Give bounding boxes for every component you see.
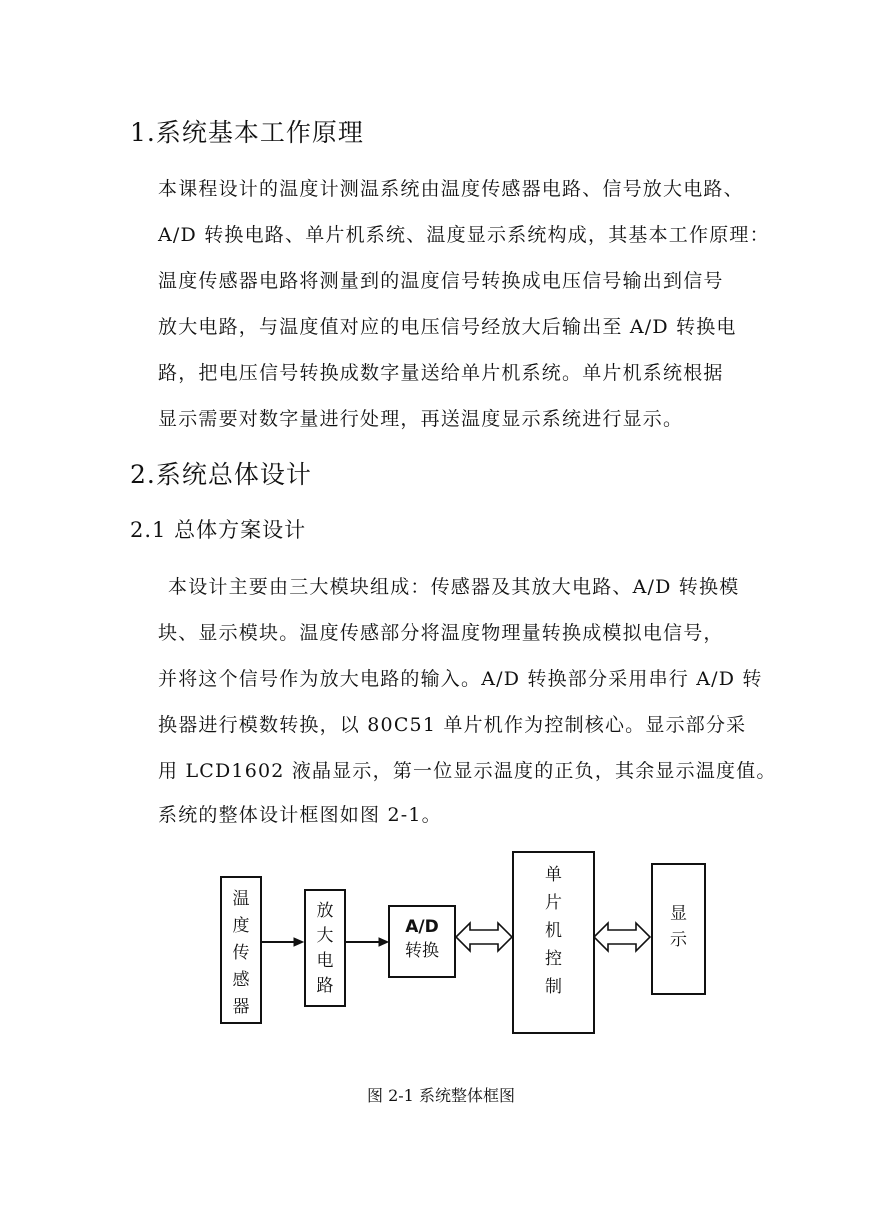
amplifier-label-char: 放: [316, 901, 334, 921]
display-label-char: 示: [670, 930, 687, 950]
double-arrow-mcu-display: [594, 923, 650, 951]
paragraph-line: 块、显示模块。温度传感部分将温度物理量转换成模拟电信号，: [158, 622, 724, 644]
sensor-label-char: 度: [232, 916, 250, 936]
amplifier-label-char: 电: [316, 951, 334, 971]
amplifier-block: [304, 889, 346, 1007]
mcu-label-char: 控: [545, 949, 562, 969]
sensor-label-char: 传: [232, 943, 250, 963]
paragraph-line: 本课程设计的温度计测温系统由温度传感器电路、信号放大电路、: [158, 178, 744, 200]
amplifier-label-char: 大: [316, 926, 334, 946]
section-2-1-title: 2.1 总体方案设计: [130, 518, 307, 542]
paragraph-line: 换器进行模数转换，以 80C51 单片机作为控制核心。显示部分采: [158, 714, 747, 736]
mcu-block: [512, 851, 595, 1034]
mcu-label-char: 片: [545, 893, 562, 913]
mcu-label-char: 机: [545, 921, 562, 941]
paragraph-line: A/D 转换电路、单片机系统、温度显示系统构成，其基本工作原理：: [158, 224, 770, 246]
arrow-head-icon: [379, 938, 388, 946]
section-1-title: 1.系统基本工作原理: [130, 118, 364, 147]
ad-label-sub: 转换: [405, 941, 439, 961]
display-block: [651, 863, 706, 995]
section-2-title: 2.系统总体设计: [130, 460, 312, 489]
ad-converter-block: [388, 905, 456, 978]
ad-label: A/D: [405, 917, 439, 937]
paragraph-line: 温度传感器电路将测量到的温度信号转换成电压信号输出到信号: [158, 270, 724, 292]
sensor-label-char: 感: [232, 970, 250, 990]
paragraph-line: 用 LCD1602 液晶显示，第一位显示温度的正负，其余显示温度值。: [158, 760, 777, 782]
paragraph-line: 路，把电压信号转换成数字量送给单片机系统。单片机系统根据: [158, 362, 724, 384]
paragraph-line: 并将这个信号作为放大电路的输入。A/D 转换部分采用串行 A/D 转: [158, 668, 763, 690]
mcu-label-char: 制: [545, 977, 562, 997]
figure-caption: 图 2-1 系统整体框图: [367, 1086, 515, 1105]
arrow-head-icon: [294, 938, 303, 946]
sensor-label-char: 器: [232, 997, 250, 1017]
amplifier-label-char: 路: [316, 976, 334, 996]
paragraph-line: 系统的整体设计框图如图 2-1。: [158, 804, 442, 826]
display-label-char: 显: [670, 904, 687, 924]
paragraph-line: 本设计主要由三大模块组成：传感器及其放大电路、A/D 转换模: [168, 576, 740, 598]
double-arrow-ad-mcu: [456, 923, 512, 951]
sensor-label-char: 温: [232, 889, 250, 909]
sensor-block: [220, 876, 262, 1024]
paragraph-line: 放大电路，与温度值对应的电压信号经放大后输出至 A/D 转换电: [158, 316, 737, 338]
mcu-label-char: 单: [545, 865, 562, 885]
paragraph-line: 显示需要对数字量进行处理，再送温度显示系统进行显示。: [158, 408, 684, 430]
